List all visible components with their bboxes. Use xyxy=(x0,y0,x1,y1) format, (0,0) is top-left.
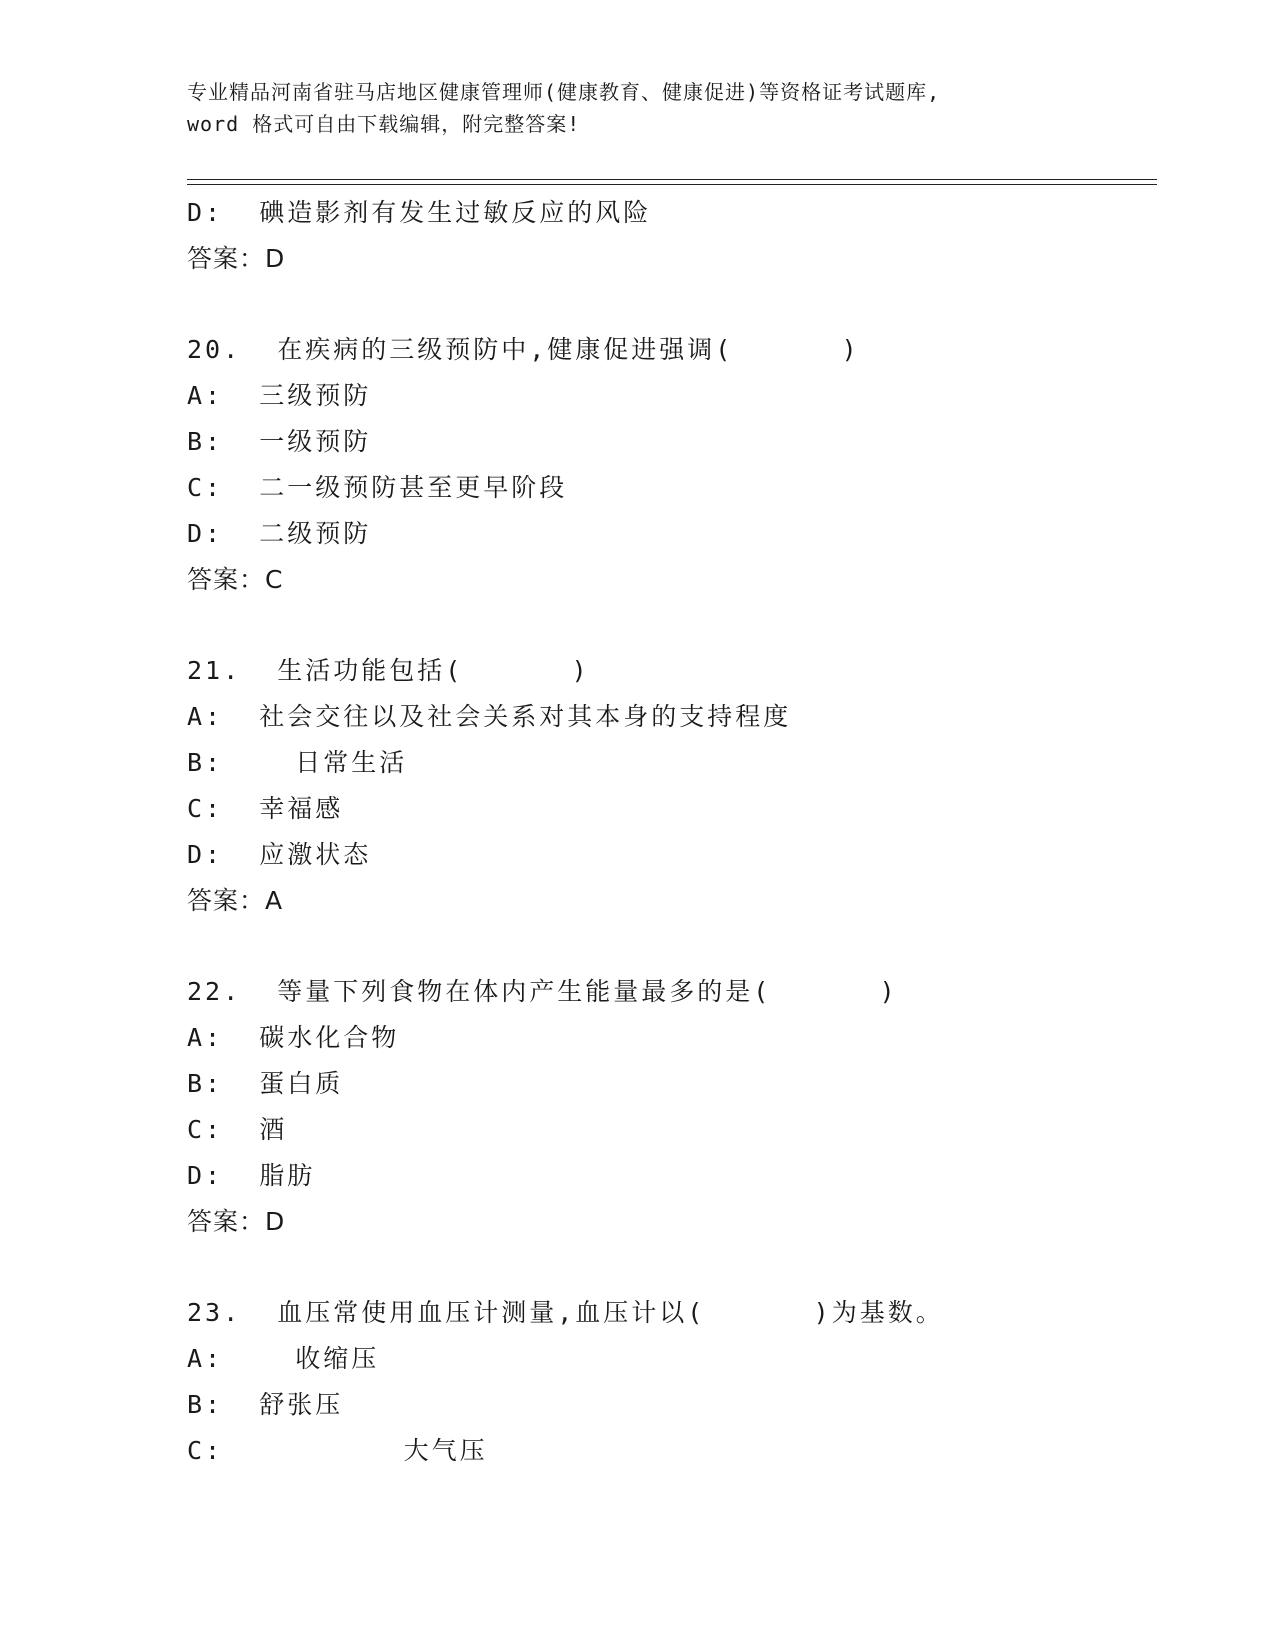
option-b: B: 蛋白质 xyxy=(187,1069,344,1098)
option-d: D: 应激状态 xyxy=(187,840,372,869)
option-a: A: 收缩压 xyxy=(187,1344,380,1373)
option-d: D: 二级预防 xyxy=(187,519,372,548)
header-line-2: word 格式可自由下载编辑，附完整答案! xyxy=(187,112,581,136)
option-c: C: 幸福感 xyxy=(187,794,344,823)
option-b: B: 舒张压 xyxy=(187,1390,344,1419)
question-stem: 23. 血压常使用血压计测量,血压计以( )为基数。 xyxy=(187,1298,944,1327)
option-a: A: 碳水化合物 xyxy=(187,1023,400,1052)
option-c: C: 二一级预防甚至更早阶段 xyxy=(187,473,568,502)
answer-line: 答案：C xyxy=(187,565,284,594)
option-b: B: 日常生活 xyxy=(187,748,408,777)
question-22 xyxy=(187,969,1157,1245)
header-divider-bottom xyxy=(187,184,1157,185)
question-stem: 20. 在疾病的三级预防中,健康促进强调( ) xyxy=(187,335,860,364)
question-stem: 21. 生活功能包括( ) xyxy=(187,656,590,685)
question-20 xyxy=(187,327,1157,603)
document-header xyxy=(187,76,1087,140)
answer-line: 答案：D xyxy=(187,244,286,273)
question-23 xyxy=(187,1290,1157,1474)
answer-line: 答案：A xyxy=(187,886,284,915)
option-d: D: 碘造影剂有发生过敏反应的风险 xyxy=(187,198,652,227)
answer-line: 答案：D xyxy=(187,1207,286,1236)
question-stem: 22. 等量下列食物在体内产生能量最多的是( ) xyxy=(187,977,898,1006)
option-d: D: 脂肪 xyxy=(187,1161,316,1190)
question-list xyxy=(187,190,1157,1474)
option-a: A: 社会交往以及社会关系对其本身的支持程度 xyxy=(187,702,792,731)
question-21 xyxy=(187,648,1157,924)
option-c: C: 酒 xyxy=(187,1115,288,1144)
header-divider-top xyxy=(187,179,1157,180)
header-line-1: 专业精品河南省驻马店地区健康管理师(健康教育、健康促进)等资格证考试题库, xyxy=(187,80,941,104)
option-a: A: 三级预防 xyxy=(187,381,372,410)
option-b: B: 一级预防 xyxy=(187,427,372,456)
option-c: C: 大气压 xyxy=(187,1436,488,1465)
